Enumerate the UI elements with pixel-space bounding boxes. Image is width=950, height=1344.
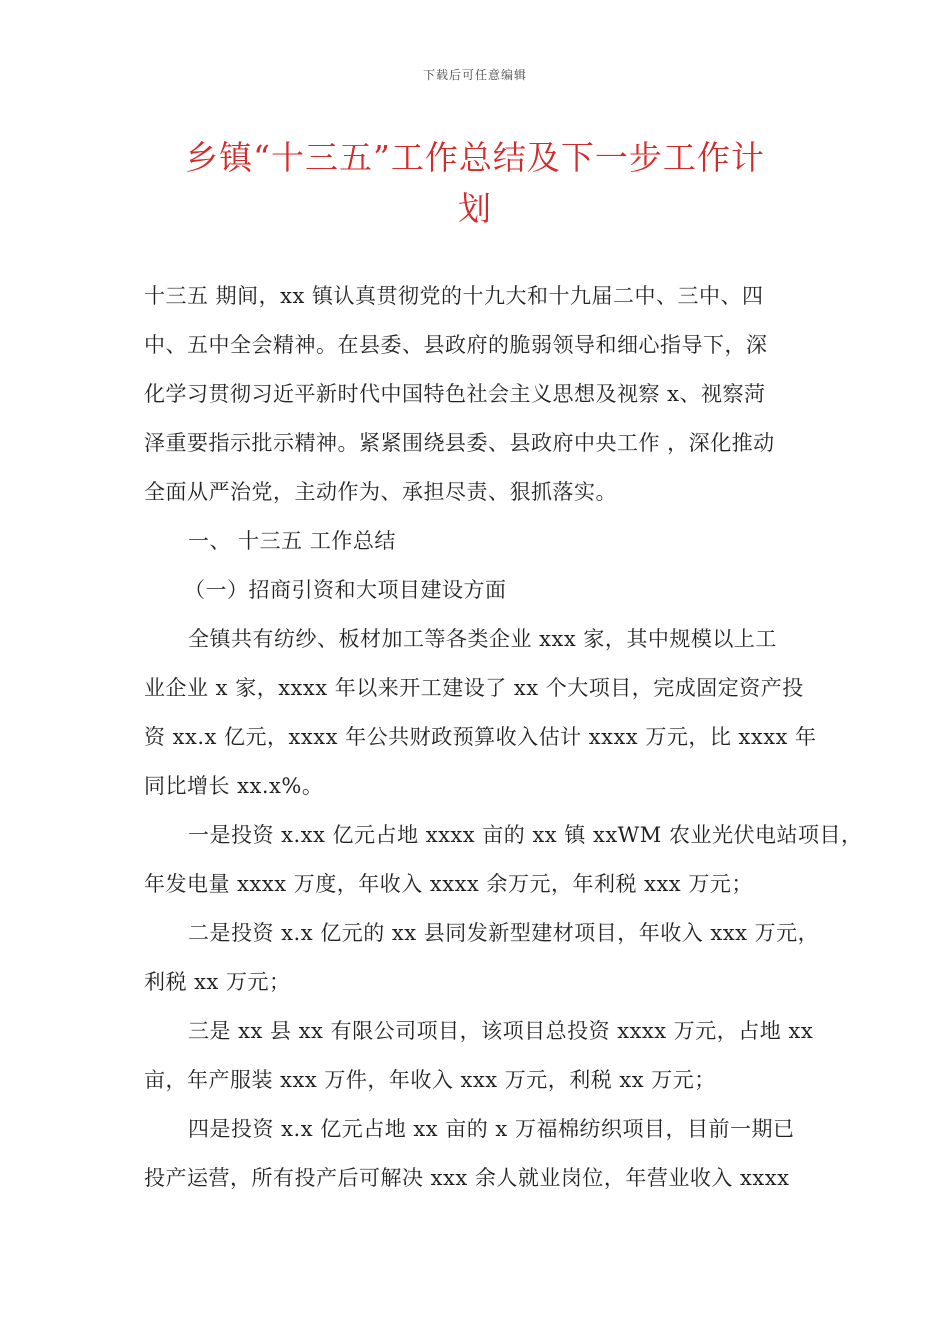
body-line: 亩，年产服装 xxx 万件，年收入 xxx 万元，利税 xx 万元；	[144, 1068, 716, 1092]
body-line: 利税 xx 万元；	[144, 970, 291, 994]
body-line: 泽重要指示批示精神。紧紧围绕县委、县政府中央工作 ，深化推动	[144, 431, 775, 455]
body-line: 同比增长 xx.x%。	[144, 774, 324, 798]
body-line: 业企业 x 家，xxxx 年以来开工建设了 xx 个大项目，完成固定资产投	[144, 676, 804, 700]
document-title-line-1: 乡镇“十三五”工作总结及下一步工作计	[185, 138, 765, 177]
body-line: 二是投资 x.x 亿元的 xx 县同发新型建材项目，年收入 xxx 万元，	[188, 921, 820, 945]
body-line: 四是投资 x.x 亿元占地 xx 亩的 x 万福棉纺织项目，目前一期已	[188, 1117, 795, 1141]
body-line: 化学习贯彻习近平新时代中国特色社会主义思想及视察 x、视察菏	[144, 382, 766, 406]
document-body	[144, 272, 863, 1203]
document-title-line-2: 划	[458, 189, 492, 228]
body-line: （一）招商引资和大项目建设方面	[184, 578, 507, 602]
body-line: 中、五中全会精神。在县委、县政府的脆弱领导和细心指导下，深	[144, 333, 768, 357]
body-line: 全镇共有纺纱、板材加工等各类企业 xxx 家，其中规模以上工	[188, 627, 777, 651]
body-line: 年发电量 xxxx 万度，年收入 xxxx 余万元，年利税 xxx 万元；	[144, 872, 753, 896]
body-line: 资 xx.x 亿元，xxxx 年公共财政预算收入估计 xxxx 万元，比 xxxx 年	[144, 725, 817, 749]
body-line: 一、 十三五 工作总结	[188, 529, 396, 553]
body-line: 十三五 期间，xx 镇认真贯彻党的十九大和十九届二中、三中、四	[144, 284, 764, 308]
header-note: 下载后可任意编辑	[422, 68, 527, 82]
body-line: 全面从严治党，主动作为、承担尽责、狠抓落实。	[144, 480, 617, 504]
document-title	[150, 132, 800, 234]
body-line: 三是 xx 县 xx 有限公司项目，该项目总投资 xxxx 万元，占地 xx	[188, 1019, 814, 1043]
body-line: 投产运营，所有投产后可解决 xxx 余人就业岗位，年营业收入 xxxx	[144, 1166, 790, 1190]
body-line: 一是投资 x.xx 亿元占地 xxxx 亩的 xx 镇 xxWM 农业光伏电站项目，	[188, 823, 863, 847]
